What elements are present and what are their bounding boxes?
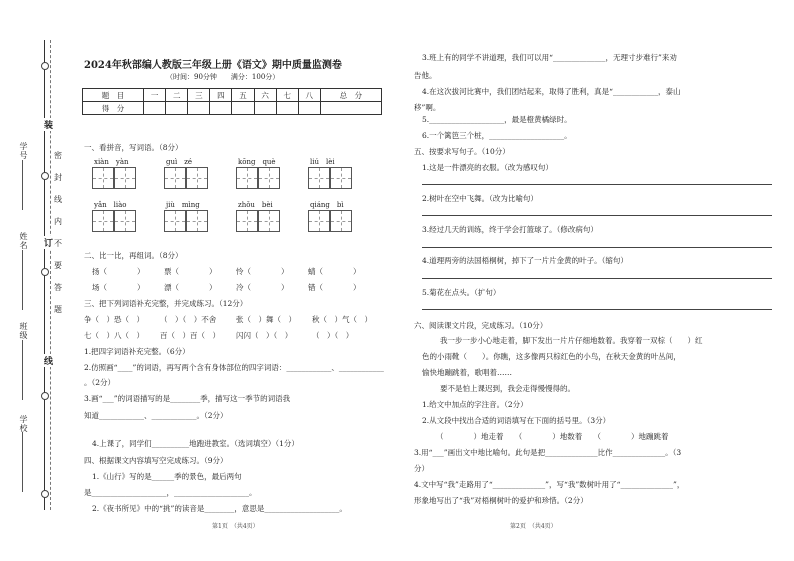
binding-hole: [41, 392, 49, 400]
fill-word-item: （ ）（ ）: [312, 331, 354, 340]
compare-word-item: 扬（ ）: [92, 267, 145, 276]
binding-word: 装: [44, 118, 53, 131]
fill-word-item: （ ）（ ）不舍: [160, 315, 217, 324]
seal-word: 要: [54, 261, 62, 270]
page-1-footer: 第1页 （共4页）: [212, 523, 259, 530]
fill-word-item: 秋（ ）气（ ）: [312, 315, 372, 324]
school-line: [22, 432, 23, 492]
class-label: 班级: [19, 322, 28, 340]
compare-word-item: 场（ ）: [92, 283, 145, 292]
score-table-header-cell: 二: [166, 89, 188, 102]
seal-word: 内: [54, 217, 62, 226]
question-3-2: 2.仿照画“____”的词语，再写两个含有身体部位的四字词语：____________、____________: [84, 363, 384, 372]
score-table-header-cell: 总 分: [320, 89, 381, 102]
pinyin-label: guì zé: [166, 158, 193, 166]
reading-q-2-blanks: （ ）地走着 （ ）地数着 （ ）地蹦跳着: [436, 432, 669, 441]
binding-dashed-line: [50, 40, 51, 510]
reading-para-1: 我一步一步小心地走着，脚下发出一片片仔细地数着。我穿着一双棕（ ）红: [440, 336, 703, 345]
question-2-heading: 二、比一比，再组词。（8分）: [84, 251, 183, 260]
reading-para-3: 愉快地蹦跳着，歌唱着……: [422, 368, 512, 377]
question-3-1: 1.把四字词语补充完整。（6分）: [84, 347, 190, 356]
compare-word-item: 漂（ ）: [164, 283, 217, 292]
tianzige-box[interactable]: [308, 210, 330, 232]
tianzige-box[interactable]: [308, 167, 330, 189]
tianzige-box[interactable]: [92, 210, 114, 232]
page-2: [400, 0, 794, 561]
question-4-1-tail: 是____________________，____________________。: [84, 488, 257, 497]
binding-word: 订: [44, 236, 53, 249]
question-3-2-tail: 。（2分）: [84, 378, 116, 387]
answer-line: [422, 247, 772, 248]
binding-word: 线: [44, 354, 53, 367]
pinyin-label: yǎn liào: [94, 201, 127, 209]
school-label: 学校: [19, 415, 28, 433]
question-4-1: 1.《山行》写的是______季的景色，最后两句: [92, 472, 242, 481]
pinyin-label: liú lèi: [310, 158, 335, 166]
p2-line-4: 4.在这次拔河比赛中，我们团结起来，取得了胜利，真是“____________，泰山: [422, 87, 681, 96]
question-1-heading: 一、看拼音，写词语。（8分）: [84, 143, 183, 152]
tianzige-box[interactable]: [330, 167, 352, 189]
reading-q-3: 3.用“___”画出文中地比喻句。此句是把______________比作______________。（3: [414, 448, 682, 457]
score-cell[interactable]: [276, 102, 298, 115]
score-table-header-cell: 八: [298, 89, 320, 102]
score-table-header-row: [83, 89, 382, 102]
answer-line: [422, 215, 772, 216]
compare-word-item: 怜（ ）: [236, 267, 289, 276]
tianzige-box[interactable]: [114, 167, 136, 189]
tianzige-box[interactable]: [164, 210, 186, 232]
binding-hole: [41, 172, 49, 180]
pinyin-label: kōng què: [238, 158, 276, 166]
tianzige-box[interactable]: [258, 167, 280, 189]
fill-word-item: 百（ ）百（ ）: [160, 331, 220, 340]
question-3-heading: 三、把下列词语补充完整，并完成练习。（12分）: [84, 299, 248, 308]
seal-word: 题: [54, 305, 62, 314]
tianzige-box[interactable]: [92, 167, 114, 189]
reading-q-1: 1.给文中加点的字注音。（2分）: [422, 400, 528, 409]
fill-word-item: 七（ ）八（ ）: [84, 331, 144, 340]
score-cell[interactable]: [254, 102, 276, 115]
p2-line-4-tail: 移”啊。: [414, 103, 441, 112]
tianzige-box[interactable]: [236, 167, 258, 189]
question-3-3: 3.画“___”的词语描写的是________季，描写这一季节的词语我: [84, 394, 291, 403]
sentence-4: 4.道理两旁的法国梧桐树，掉下了一片片金黄的叶子。（缩句）: [422, 256, 628, 265]
reading-para-4: 要不是怕上课迟到，我会走得慢慢得的。: [440, 384, 575, 393]
answer-line: [422, 309, 772, 310]
sentence-2: 2.树叶在空中飞舞。（改为比喻句）: [422, 194, 538, 203]
binding-hole: [41, 268, 49, 276]
score-table-header-cell: 三: [188, 89, 210, 102]
score-table-header-cell: 四: [210, 89, 232, 102]
name-line: [22, 250, 23, 310]
score-cell[interactable]: [166, 102, 188, 115]
score-table-header-cell: 六: [254, 89, 276, 102]
question-3-3-tail: 知道____________、____________。（2分）: [84, 411, 228, 420]
fill-word-item: 争（ ）恐（ ）: [84, 315, 144, 324]
pinyin-label: zhǒu bèi: [238, 201, 273, 209]
fill-word-item: 张（ ）舞（ ）: [236, 315, 296, 324]
pinyin-label: qiáng bì: [310, 201, 344, 209]
reading-q-3-tail: 分）: [414, 464, 429, 473]
question-3-4: 4.上课了，同学们__________地跑进教室。（选词填空）（1分）: [92, 439, 299, 448]
score-table-header-cell: 七: [276, 89, 298, 102]
score-table: [82, 88, 382, 115]
seal-word: 封: [54, 173, 62, 182]
pinyin-label: xiàn yàn: [94, 158, 129, 166]
exam-title: 2024年秋部编人教版三年级上册《语文》期中质量监测卷: [84, 60, 342, 71]
tianzige-box[interactable]: [186, 210, 208, 232]
exam-subtitle: （时间：90分钟 满分：100分）: [166, 73, 280, 81]
score-cell[interactable]: [188, 102, 210, 115]
reading-q-2: 2.从文段中找出合适的词语填写在下面的括号里。（3分）: [422, 416, 611, 425]
page-1: [62, 0, 397, 561]
compare-word-item: 错（ ）: [308, 283, 361, 292]
compare-word-item: 票（ ）: [164, 267, 217, 276]
student-id-line: [22, 160, 23, 210]
seal-word: 线: [54, 195, 62, 204]
score-cell[interactable]: [320, 102, 381, 115]
pinyin-label: jiù mìng: [166, 201, 200, 209]
sentence-1: 1.这是一件漂亮的衣服。（改为感叹句）: [422, 163, 553, 172]
score-table-header-cell: 题 目: [83, 89, 144, 102]
binding-hole: [41, 490, 49, 498]
tianzige-box[interactable]: [236, 210, 258, 232]
reading-q-4-tail: 形象地写出了“我”对梧桐树叶的爱护和珍惜。（2分）: [414, 496, 588, 505]
seal-word: 不: [54, 239, 62, 248]
binding-hole: [41, 62, 49, 70]
score-cell[interactable]: [298, 102, 320, 115]
tianzige-box[interactable]: [330, 210, 352, 232]
sentence-5: 5.菊花在点头。（扩句）: [422, 288, 501, 297]
p2-line-3: 3.班上有的同学不讲道理，我们可以用“______________，无理寸步难行”来劝: [422, 53, 677, 62]
compare-word-item: 蜻（ ）: [308, 267, 361, 276]
tianzige-box[interactable]: [114, 210, 136, 232]
score-cell[interactable]: [232, 102, 254, 115]
p2-line-6: 6.一个篱笆三个桩，____________________。: [422, 131, 572, 140]
seal-word: 答: [54, 283, 62, 292]
sentence-3: 3.经过几天的训练，终于学会打篮球了。（修改病句）: [422, 225, 598, 234]
reading-q-4: 4.文中写“我”走路用了“______________”，写“我”数树叶用了“______________”，: [414, 480, 685, 489]
score-table-header-cell: 一: [144, 89, 166, 102]
binding-margin: [0, 0, 62, 561]
seal-word: 密: [54, 151, 62, 160]
tianzige-box[interactable]: [186, 167, 208, 189]
question-5-heading: 五、按要求写句子。（10分）: [414, 147, 510, 156]
name-label: 姓名: [19, 232, 28, 250]
question-4-2: 2.《夜书所见》中的“挑”的读音是________，意思是____________________。: [92, 504, 347, 513]
tianzige-box[interactable]: [164, 167, 186, 189]
score-table-header-cell: 五: [232, 89, 254, 102]
fill-word-item: 闪闪（ ）（ ）: [236, 331, 293, 340]
tianzige-box[interactable]: [258, 210, 280, 232]
student-id-label: 学号: [19, 142, 28, 160]
p2-line-5: 5.____________________，最是橙黄橘绿时。: [422, 115, 572, 124]
score-cell[interactable]: [144, 102, 166, 115]
score-table-score-row: [83, 102, 382, 115]
score-cell[interactable]: [210, 102, 232, 115]
reading-para-2: 色的小雨靴（ ）。你瞧，这多像两只棕红色的小鸟，在秋天金黄的叶丛间，: [422, 352, 681, 361]
answer-line: [422, 184, 772, 185]
question-6-heading: 六、阅读课文片段，完成练习。（10分）: [414, 321, 548, 330]
answer-line: [422, 278, 772, 279]
p2-line-3-tail: 告他。: [414, 71, 437, 80]
page-2-footer: 第2页 （共4页）: [510, 523, 557, 530]
question-4-heading: 四、根据课文内容填写空完成练习。（9分）: [84, 456, 228, 465]
score-table-row-label: 得 分: [83, 102, 144, 115]
class-line: [22, 340, 23, 400]
compare-word-item: 冷（ ）: [236, 283, 289, 292]
